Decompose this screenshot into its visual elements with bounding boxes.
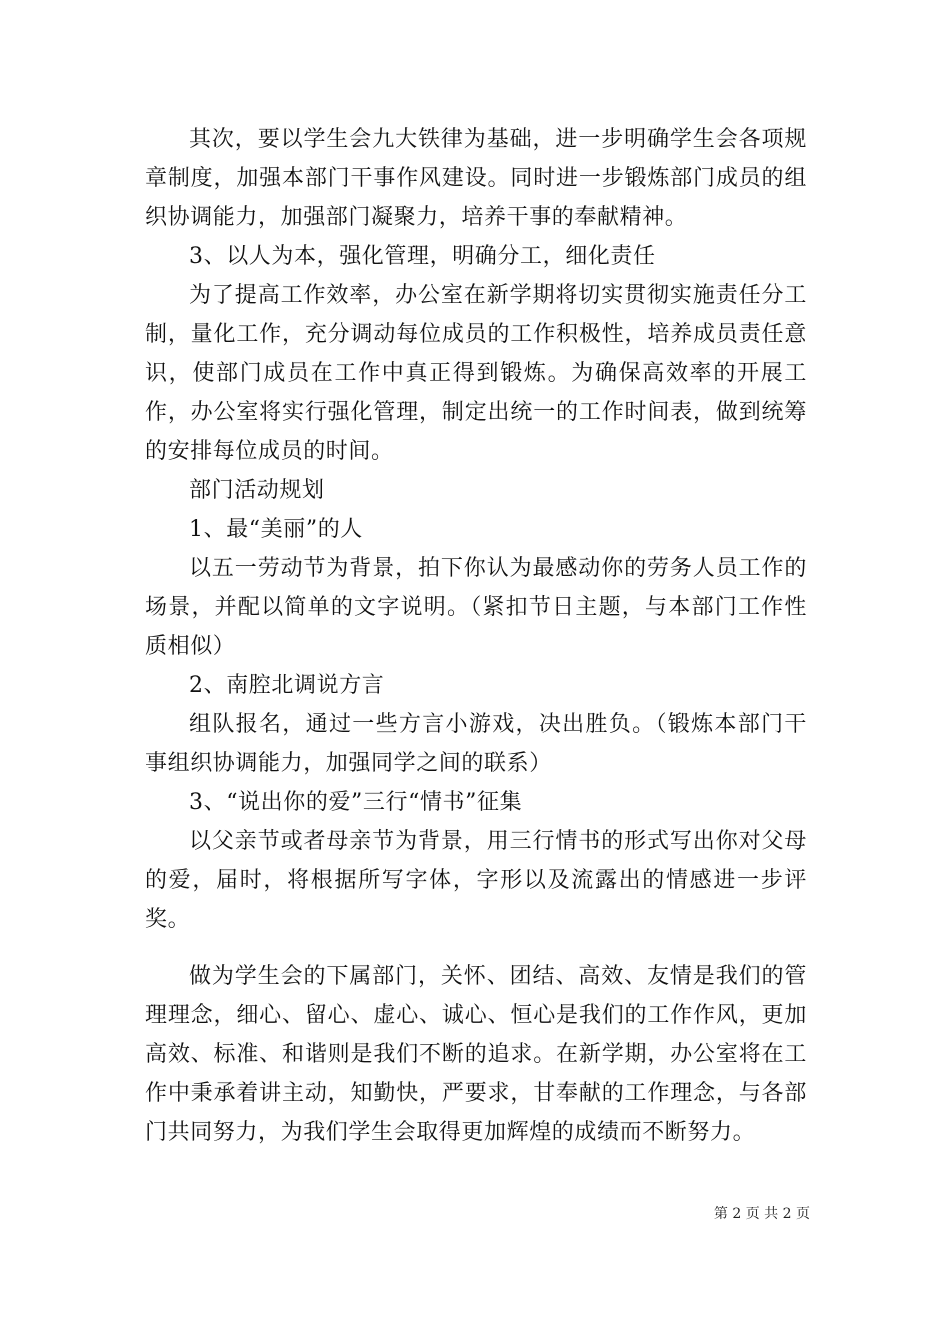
activity-desc-love-letter: 以父亲节或者母亲节为背景，用三行情书的形式写出你对父母的爱，届时，将根据所写字体，字形以及流露出的情感进一步评奖。 <box>145 829 807 932</box>
page-number-footer: 第 2 页 共 2 页 <box>713 1206 810 1222</box>
activity-title-most-beautiful: 1、最“美丽”的人 <box>189 517 363 542</box>
paragraph-student-union-rules: 其次，要以学生会九大铁律为基础，进一步明确学生会各项规章制度，加强本部门干事作风建设。同时进一步锻炼部门成员的组织协调能力，加强部门凝聚力，培养干事的奉献精神。 <box>145 127 807 230</box>
section-heading-activity-plan: 部门活动规划 <box>189 478 325 503</box>
paragraph-gap <box>145 939 807 957</box>
activity-desc-dialect: 组队报名，通过一些方言小游戏，决出胜负。（锻炼本部门干事组织协调能力，加强同学之间的联系） <box>145 712 807 776</box>
document-body <box>145 120 807 1152</box>
activity-desc-most-beautiful: 以五一劳动节为背景，拍下你认为最感动你的劳务人员工作的场景，并配以简单的文字说明。（紧扣节日主题，与本部门工作性质相似） <box>145 556 807 659</box>
paragraph-responsibility-system: 为了提高工作效率，办公室在新学期将切实贯彻实施责任分工制，量化工作，充分调动每位成员的工作积极性，培养成员责任意识，使部门成员在工作中真正得到锻炼。为确保高效率的开展工作，办公室将实行强化管理，制定出统一的工作时间表，做到统筹的安排每位成员的时间。 <box>145 283 807 464</box>
activity-title-love-letter: 3、“说出你的爱”三行“情书”征集 <box>189 790 523 815</box>
activity-title-dialect: 2、南腔北调说方言 <box>189 673 385 698</box>
paragraph-conclusion: 做为学生会的下属部门，关怀、团结、高效、友情是我们的管理理念，细心、留心、虚心、诚心、恒心是我们的工作作风，更加高效、标准、和谐则是我们不断的追求。在新学期，办公室将在工作中秉承着讲主动，知勤快，严要求，甘奉献的工作理念，与各部门共同努力，为我们学生会取得更加辉煌的成绩而不断努力。 <box>145 964 807 1145</box>
section-heading-people-oriented: 3、以人为本，强化管理，明确分工，细化责任 <box>189 244 656 269</box>
